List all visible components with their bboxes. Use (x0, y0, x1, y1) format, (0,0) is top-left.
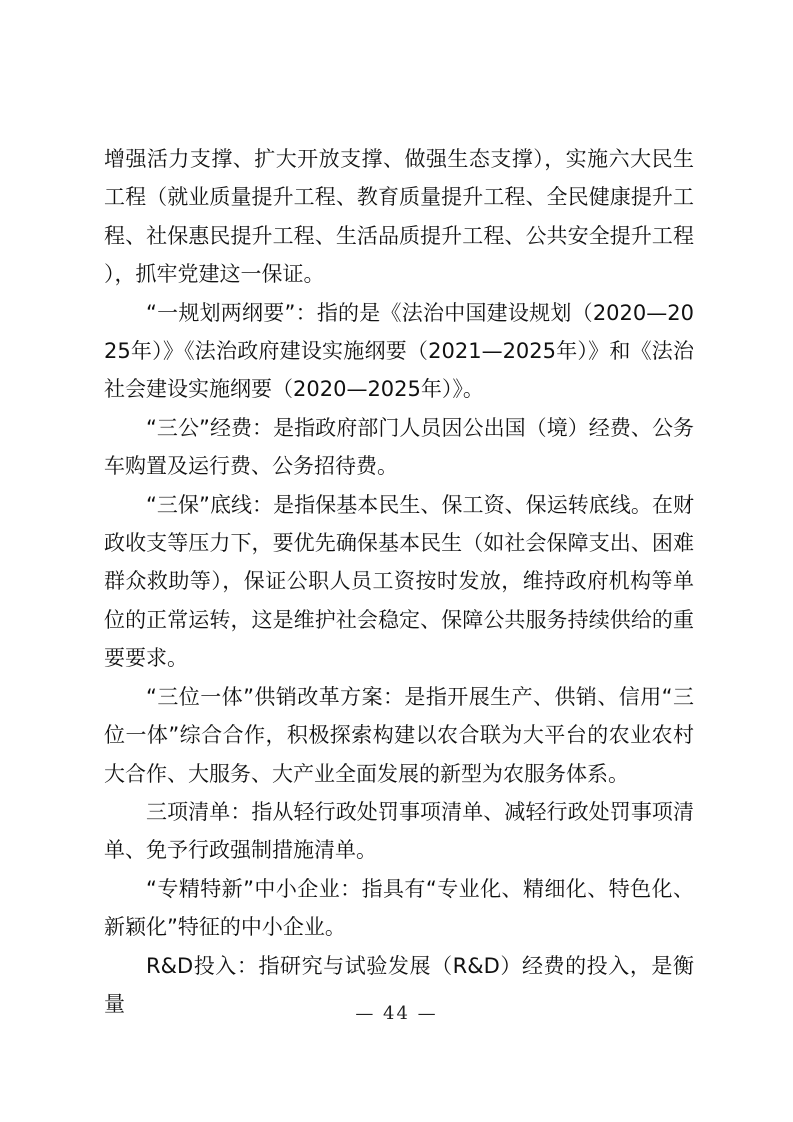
paragraph-trinity-reform: “三位一体”供销改革方案：是指开展生产、供销、信用“三位一体”综合合作，积极探索构建以农合联为大平台的农业农村大合作、大服务、大产业全面发展的新型为农服务体系。 (104, 684, 694, 786)
page-number: — 44 — (355, 1003, 438, 1024)
paragraph-specialized-smes: “专精特新”中小企业：指具有“专业化、精细化、特色化、新颖化”特征的中小企业。 (104, 876, 694, 940)
paragraph-one-plan-two-outlines: “一规划两纲要”：指的是《法治中国建设规划（2020—2025年）》《法治政府建设实施纲要（2021—2025年）》和《法治社会建设实施纲要（2020—2025年）》。 (104, 300, 694, 402)
document-body (104, 140, 694, 1023)
paragraph-rd-investment: R&D投入：指研究与试验发展（R&D）经费的投入，是衡量 (104, 953, 694, 1016)
paragraph-three-lists: 三项清单：指从轻行政处罚事项清单、减轻行政处罚事项清单、免予行政强制措施清单。 (104, 799, 694, 863)
paragraph-continuation: 增强活力支撑、扩大开放支撑、做强生态支撑），实施六大民生工程（就业质量提升工程、教育质量提升工程、全民健康提升工程、社保惠民提升工程、生活品质提升工程、公共安全提升工程 ），抓牢党建这一保证。 (104, 147, 694, 287)
paragraph-three-guarantees: “三保”底线：是指保基本民生、保工资、保运转底线。在财政收支等压力下，要优先确保基本民生（如社会保障支出、困难群众救助等），保证公职人员工资按时发放，维持政府机构等单位的正常运转，这是维护社会稳定、保障公共服务持续供给的重要要求。 (104, 492, 694, 671)
paragraph-three-public-expenses: “三公”经费：是指政府部门人员因公出国（境）经费、公务车购置及运行费、公务招待费。 (104, 415, 694, 479)
